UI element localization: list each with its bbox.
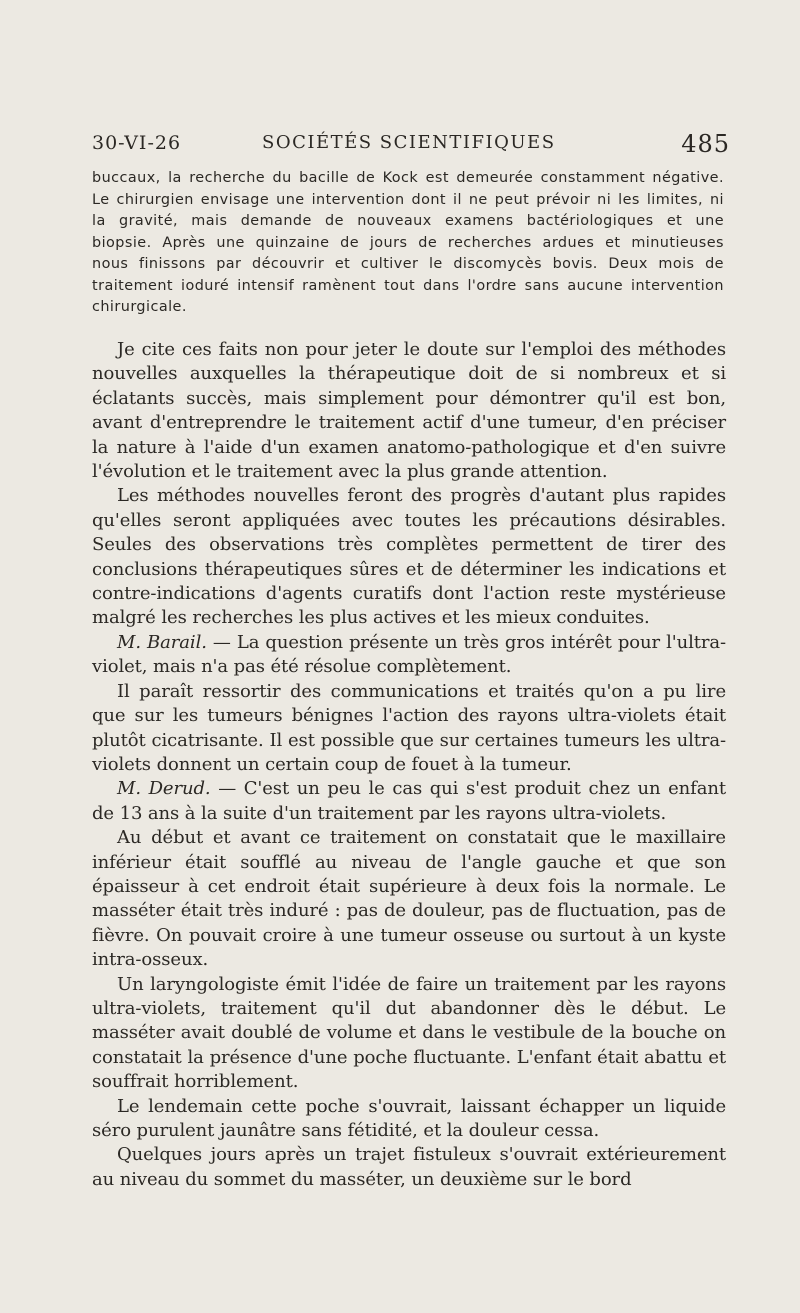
paragraph: Les méthodes nouvelles feront des progrès d'autant plus rapides qu'elles seront appliquées avec toutes les précautions désirables. Seules des observations très complètes permettent de tirer des conclusions thérapeutiques sûres et de déterminer les indications et contre-indications d'agents curatifs dont l'action reste mystérieuse malgré les recherches les plus actives et les mieux conduites. — [92, 485, 726, 629]
paragraph: Je cite ces faits non pour jeter le doute sur l'emploi des méthodes nouvelles auxquelles la thérapeutique doit de si nombreux et si éclatants succès, mais simplement pour démontrer qu'il est bon, avant d'entreprendre le traitement actif d'une tumeur, d'en préciser la nature à l'aide d'un examen anatomo-pathologique et d'en suivre l'évolution et le traitement avec la plus grande attention. — [92, 339, 726, 483]
page-number: 485 — [681, 130, 730, 158]
paragraph: Il paraît ressortir des communications et traités qu'on a pu lire que sur les tumeurs bénignes l'action des rayons ultra-violets était plutôt cicatrisante. Il est possible que sur certaines tumeurs les ultra-violets donnent un certain coup de fouet à la tumeur. — [92, 680, 726, 775]
paragraph: Au début et avant ce traitement on constatait que le maxillaire inférieur était soufflé au niveau de l'angle gauche et que son épaisseur à cet endroit était supérieure à deux fois la normale. Le masséter était très induré : pas de douleur, pas de fluctuation, pas de fièvre. On pouvait croire à une tumeur osseuse ou surtout à un kyste intra-osseux. — [92, 827, 726, 971]
speaker-paragraph: M. Barail. — La question présente un très gros intérêt pour l'ultra-violet, mais n'a pas été résolue complètement. — [92, 631, 726, 678]
running-head-date: 30-VI-26 — [92, 132, 182, 154]
paragraph: Le lendemain cette poche s'ouvrait, laissant échapper un liquide séro purulent jaunâtre sans fétidité, et la douleur cessa. — [92, 1095, 726, 1141]
running-head-title: SOCIÉTÉS SCIENTIFIQUES — [262, 132, 556, 153]
case-note-paragraph: buccaux, la recherche du bacille de Kock est demeurée constamment négative. Le chirurgien envisage une intervention dont il ne peut prévoir ni les limites, ni la gravité, mais demande de nouveaux examens bactériologiques et une biopsie. Après une quinzaine de jours de recherches ardues et minutieuses nous finissons par découvrir et cultiver le discomycès bovis. Deux mois de traitement ioduré intensif ramènent tout dans l'ordre sans aucune intervention chirurgicale. — [92, 170, 724, 315]
speaker-name: M. Derud. — [117, 778, 211, 800]
paragraph: Un laryngologiste émit l'idée de faire un traitement par les rayons ultra-violets, traitement qu'il dut abandonner dès le début. Le masséter avait doublé de volume et dans le vestibule de la bouche on constatait la présence d'une poche fluctuante. L'enfant était abattu et souffrait horriblement. — [92, 973, 726, 1093]
speaker-name: M. Barail. — [117, 631, 207, 653]
paragraph: Quelques jours après un trajet fistuleux s'ouvrait extérieurement au niveau du sommet du masséter, un deuxième sur le bord — [92, 1144, 726, 1190]
speaker-paragraph: M. Derud. — C'est un peu le cas qui s'est produit chez un enfant de 13 ans à la suite d'un traitement par les rayons ultra-violets. — [92, 778, 726, 824]
running-head — [92, 128, 730, 162]
body-text — [92, 338, 726, 1192]
